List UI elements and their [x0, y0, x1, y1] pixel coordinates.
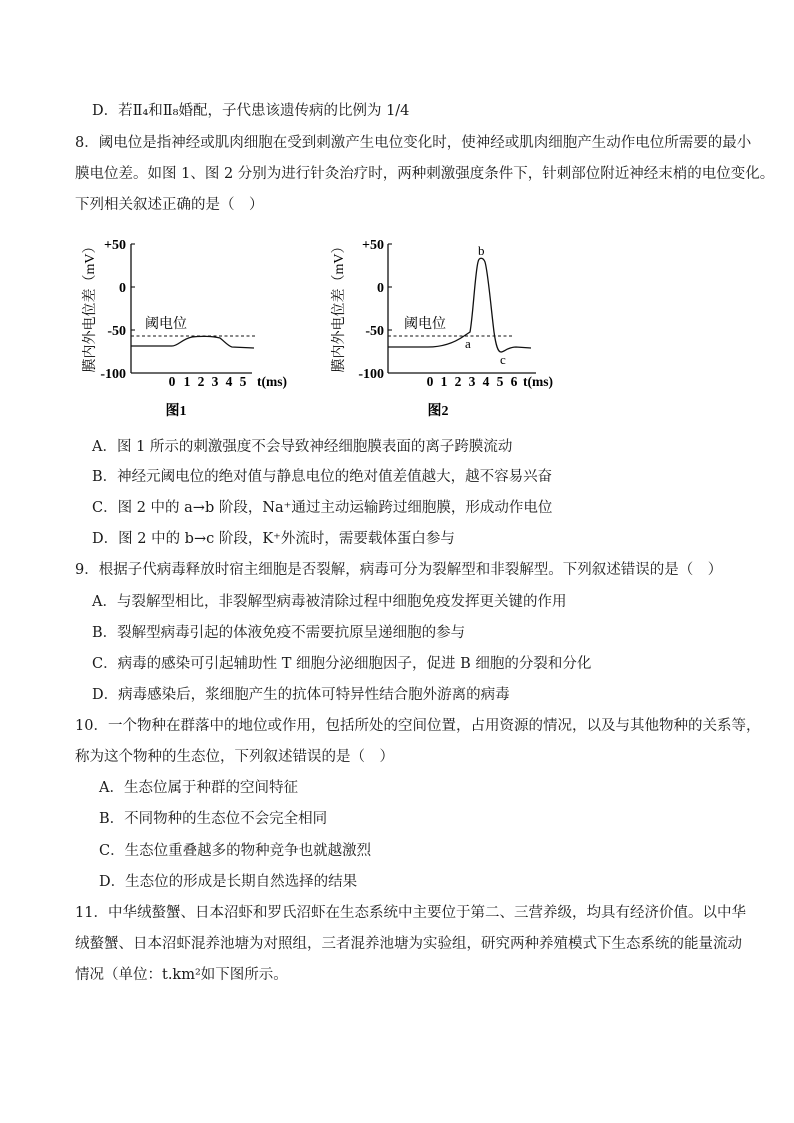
fig2-point-b: b [478, 243, 485, 258]
fig2-xtick: 1 [440, 374, 448, 389]
q9-option-b: B．裂解型病毒引起的体液免疫不需要抗原呈递细胞的参与 [92, 625, 466, 641]
q9-stem: 9．根据子代病毒释放时宿主细胞是否裂解，病毒可分为裂解型和非裂解型。下列叙述错误的是（ ） [75, 562, 723, 578]
fig2-threshold-label: 阈电位 [404, 317, 446, 332]
fig2-xtick: 6 [510, 374, 518, 389]
figure-1 [74, 228, 294, 428]
fig1-xtick: 1 [183, 374, 191, 389]
fig1-xtick: 2 [197, 374, 205, 389]
fig1-y-axis-label: 膜内外电位差（mV） [83, 239, 98, 373]
fig2-xtick: 3 [468, 374, 476, 389]
fig2-caption: 图2 [427, 404, 449, 419]
q11-stem-line1: 11．中华绒螯蟹、日本沼虾和罗氏沼虾在生态系统中主要位于第二、三营养级，均具有经济价值。以中华 [75, 905, 746, 921]
fig2-ytick: -100 [358, 367, 384, 382]
q9-option-a: A．与裂解型相比，非裂解型病毒被清除过程中细胞免疫发挥更关键的作用 [92, 594, 567, 610]
fig1-xtick: 3 [211, 374, 219, 389]
fig1-ytick: -50 [107, 324, 126, 339]
fig1-xtick: 0 [168, 374, 176, 389]
fig1-ytick: -100 [100, 367, 126, 382]
fig1-x-unit: t(ms) [257, 374, 287, 389]
fig1-xtick: 5 [239, 374, 247, 389]
figure-2 [330, 228, 570, 428]
fig1-ytick: 0 [119, 281, 126, 296]
q7-option-d: D．若Ⅱ₄和Ⅱ₈婚配，子代患该遗传病的比例为 1/4 [92, 103, 410, 119]
fig1-potential-curve [131, 336, 254, 348]
fig2-xtick: 4 [482, 374, 490, 389]
q8-option-a: A．图 1 所示的刺激强度不会导致神经细胞膜表面的离子跨膜流动 [92, 439, 513, 455]
fig1-caption: 图1 [165, 404, 187, 419]
fig2-ytick: +50 [362, 238, 384, 253]
fig1-ytick: +50 [104, 238, 126, 253]
fig1-xtick: 4 [225, 374, 233, 389]
q8-stem-line2: 膜电位差。如图 1、图 2 分别为进行针灸治疗时，两种刺激强度条件下，针刺部位附近神经末梢的电位变化。 [75, 166, 775, 182]
q10-stem-line2: 称为这个物种的生态位，下列叙述错误的是（ ） [75, 749, 394, 765]
q8-option-d: D．图 2 中的 b→c 阶段，K⁺外流时，需要载体蛋白参与 [92, 531, 455, 547]
q11-stem-line3: 情况（单位：t.km²如下图所示。 [75, 967, 288, 983]
fig2-potential-curve [388, 258, 531, 352]
fig2-x-unit: t(ms) [523, 374, 553, 389]
fig2-xtick: 2 [454, 374, 462, 389]
q10-stem-line1: 10．一个物种在群落中的地位或作用，包括所处的空间位置，占用资源的情况，以及与其他物种的关系等， [75, 718, 761, 734]
fig2-xtick: 0 [426, 374, 434, 389]
q9-option-d: D．病毒感染后，浆细胞产生的抗体可特异性结合胞外游离的病毒 [92, 687, 510, 703]
fig2-ytick: -50 [365, 324, 384, 339]
q10-option-c: C．生态位重叠越多的物种竞争也就越激烈 [99, 843, 372, 859]
fig2-ytick: 0 [377, 281, 384, 296]
fig2-point-a: a [465, 336, 471, 351]
fig2-y-axis-label: 膜内外电位差（mV） [332, 239, 347, 373]
q9-option-c: C．病毒的感染可引起辅助性 T 细胞分泌细胞因子，促进 B 细胞的分裂和分化 [92, 656, 592, 672]
q10-option-a: A．生态位属于种群的空间特征 [99, 780, 298, 796]
q8-option-c: C．图 2 中的 a→b 阶段，Na⁺通过主动运输跨过细胞膜，形成动作电位 [92, 500, 553, 516]
figure-2-graph [330, 228, 570, 428]
fig2-point-c: c [500, 352, 506, 367]
figure-1-graph [74, 228, 294, 428]
q10-option-d: D．生态位的形成是长期自然选择的结果 [99, 874, 358, 890]
q8-option-b: B．神经元阈电位的绝对值与静息电位的绝对值差值越大，越不容易兴奋 [92, 469, 553, 485]
q8-stem-line1: 8．阈电位是指神经或肌肉细胞在受到刺激产生电位变化时，使神经或肌肉细胞产生动作电位所需要的最小 [75, 135, 752, 151]
fig2-xtick: 5 [496, 374, 504, 389]
q11-stem-line2: 绒螯蟹、日本沼虾混养池塘为对照组，三者混养池塘为实验组，研究两种养殖模式下生态系统的能量流动 [75, 936, 742, 952]
q10-option-b: B．不同物种的生态位不会完全相同 [99, 811, 328, 827]
q8-stem-line3: 下列相关叙述正确的是（ ） [75, 197, 264, 213]
fig1-threshold-label: 阈电位 [145, 317, 187, 332]
